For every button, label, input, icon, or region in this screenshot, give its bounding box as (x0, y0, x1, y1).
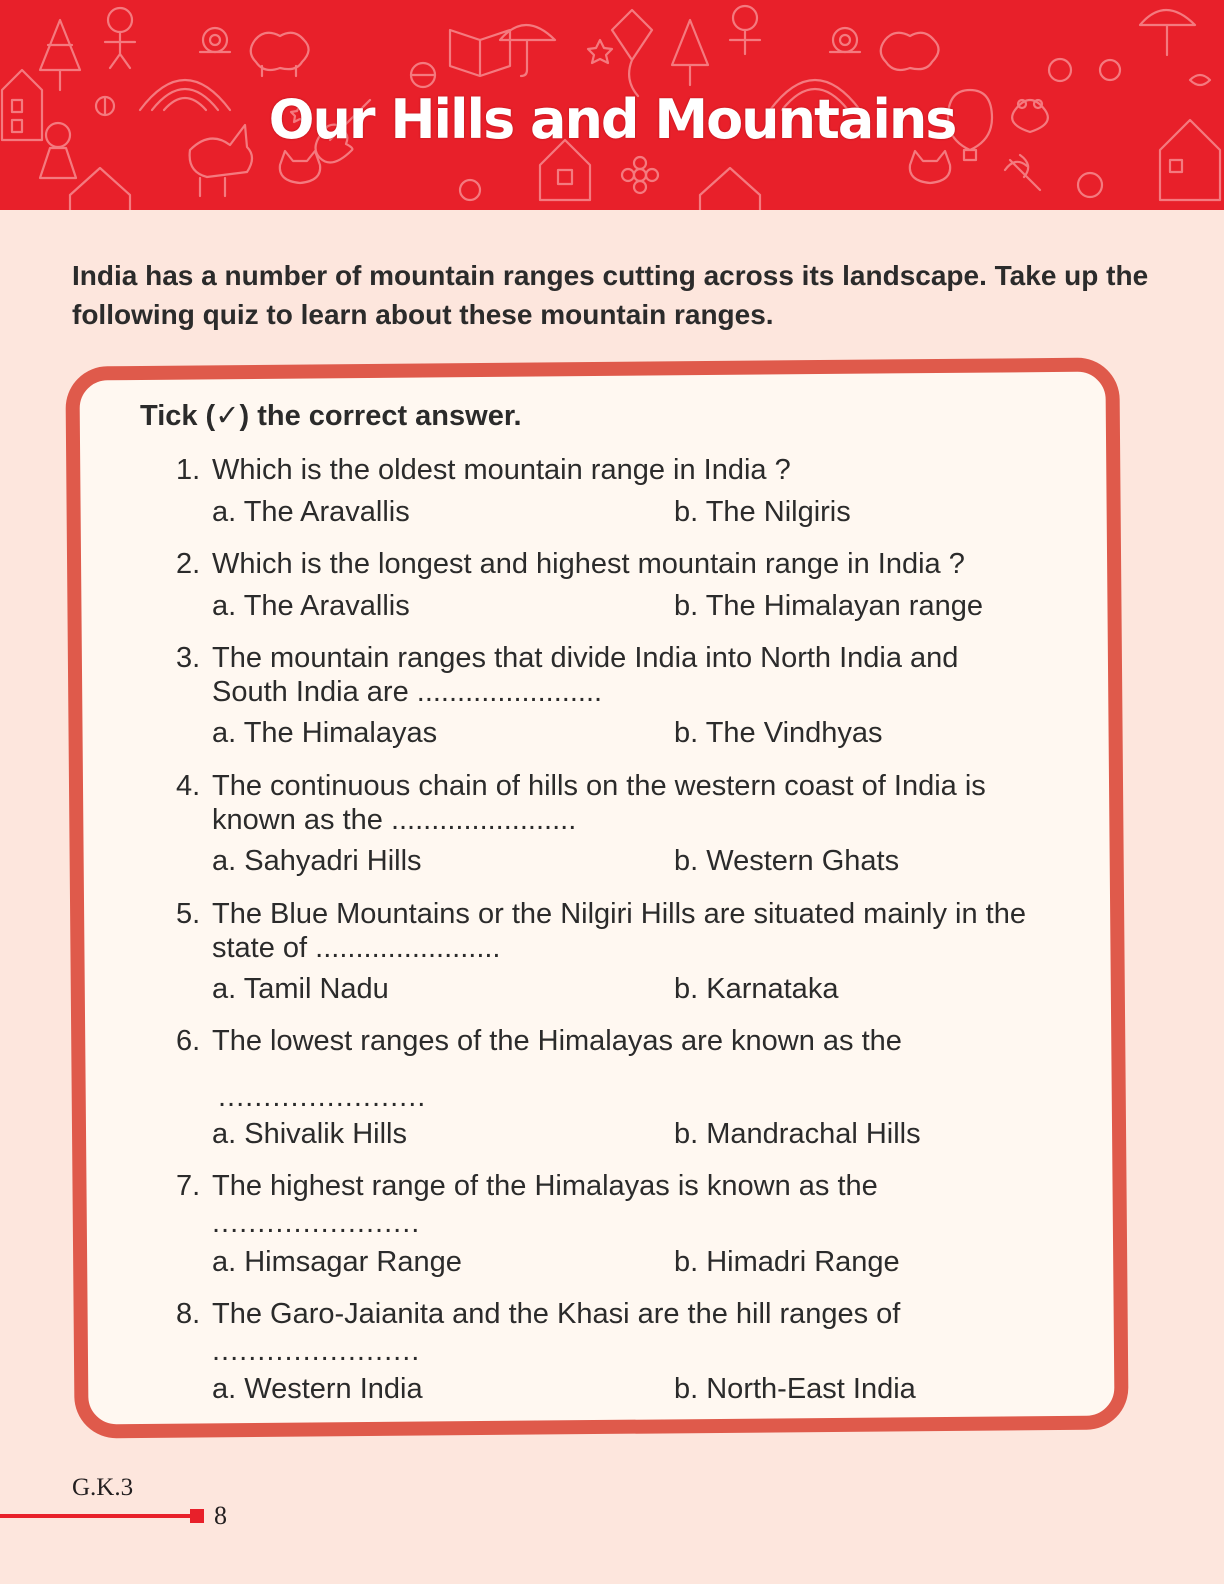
question-text: The Garo-Jaianita and the Khasi are the hill ranges of (212, 1298, 901, 1330)
book-label: G.K.3 (72, 1474, 134, 1501)
question-text: The lowest ranges of the Himalayas are known as the (212, 1025, 902, 1057)
question-3-option-a[interactable]: a. The Himalayas (212, 717, 438, 749)
page-title: Our Hills and Mountains (268, 88, 956, 151)
question-7-option-b[interactable]: b. Himadri Range (674, 1246, 900, 1278)
question-text: Which is the longest and highest mountain range in India ? (212, 548, 965, 580)
question-4-option-a[interactable]: a. Sahyadri Hills (212, 845, 422, 877)
question-number: 7. (176, 1170, 201, 1202)
question-1-option-b[interactable]: b. The Nilgiris (674, 496, 851, 528)
question-text: The mountain ranges that divide India into North India and South India are ....................... (212, 642, 959, 708)
question-8-option-a[interactable]: a. Western India (212, 1373, 423, 1405)
question-8-blank: ....................... (212, 1335, 421, 1367)
question-1 (176, 453, 1082, 487)
intro-paragraph: India has a number of mountain ranges cutting across its landscape. Take up the following quiz to learn about these mountain ranges. (72, 260, 1149, 330)
question-1-option-a[interactable]: a. The Aravallis (212, 496, 410, 528)
question-text: Which is the oldest mountain range in India ? (212, 454, 791, 486)
question-7-option-a[interactable]: a. Himsagar Range (212, 1246, 462, 1278)
question-8-option-b[interactable]: b. North-East India (674, 1373, 916, 1405)
question-6-blank: ....................... (218, 1081, 427, 1113)
question-3 (176, 641, 1032, 709)
question-4-option-b[interactable]: b. Western Ghats (674, 845, 900, 877)
question-number: 4. (176, 770, 201, 802)
question-2 (176, 547, 1082, 581)
footer-rule (0, 1514, 192, 1518)
question-5-option-a[interactable]: a. Tamil Nadu (212, 973, 389, 1005)
question-text: The continuous chain of hills on the western coast of India is known as the ....................... (212, 770, 986, 836)
question-6-option-a[interactable]: a. Shivalik Hills (212, 1118, 407, 1150)
question-7 (176, 1169, 1082, 1203)
question-5 (176, 897, 1062, 965)
question-text: The highest range of the Himalayas is known as the (212, 1170, 878, 1202)
question-8 (176, 1297, 1082, 1331)
question-number: 3. (176, 642, 201, 674)
question-number: 6. (176, 1025, 201, 1057)
question-7-blank: ....................... (212, 1207, 421, 1239)
question-text: The Blue Mountains or the Nilgiri Hills are situated mainly in the state of ....................... (212, 898, 1026, 964)
question-number: 1. (176, 454, 201, 486)
question-2-option-a[interactable]: a. The Aravallis (212, 590, 410, 622)
question-4 (176, 769, 1062, 837)
question-5-option-b[interactable]: b. Karnataka (674, 973, 839, 1005)
question-6-option-b[interactable]: b. Mandrachal Hills (674, 1118, 921, 1150)
footer-marker (190, 1509, 204, 1523)
question-6 (176, 1024, 1082, 1058)
header-banner (0, 0, 1224, 210)
question-number: 2. (176, 548, 201, 580)
question-2-option-b[interactable]: b. The Himalayan range (674, 590, 983, 622)
question-number: 5. (176, 898, 201, 930)
quiz-instruction: Tick (✓) the correct answer. (140, 400, 522, 432)
question-number: 8. (176, 1298, 201, 1330)
page-number: 8 (214, 1501, 227, 1530)
question-3-option-b[interactable]: b. The Vindhyas (674, 717, 883, 749)
